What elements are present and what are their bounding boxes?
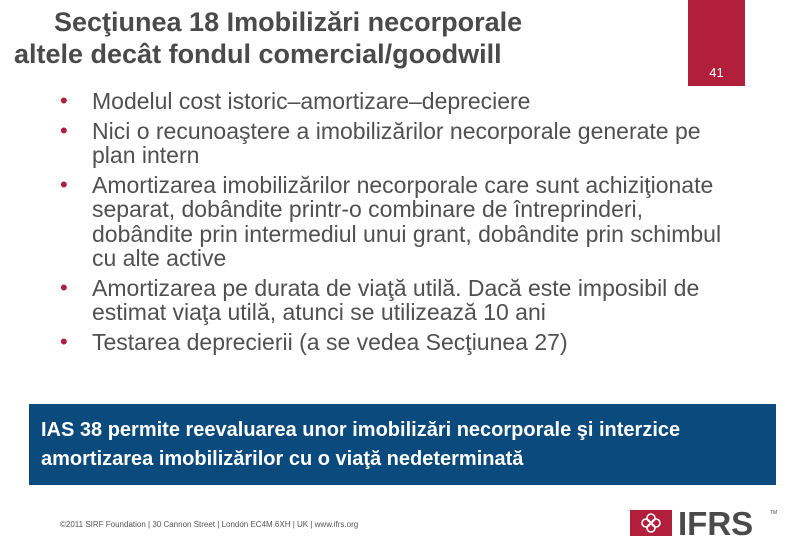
logo-mark-icon	[630, 510, 672, 536]
bullet-item: • Amortizarea imobilizărilor necorporale care sunt achiziţionate separat, dobândite printr-o combinare de întreprinderi, dobândite prin intermediul unui grant, dobândite prin schimbul cu alte active	[60, 173, 750, 271]
callout-text: IAS 38 permite reevaluarea unor imobilizări necorporale şi interzice amortizarea imobilizărilor cu o viaţă nedeterminată	[41, 419, 681, 470]
bullet-item: • Amortizarea pe durata de viaţă utilă. Dacă este imposibil de estimat viaţa utilă, atunci se utilizează 10 ani	[60, 276, 750, 325]
bullet-item: • Testarea deprecierii (a se vedea Secţiunea 27)	[60, 330, 750, 355]
slide-title-line-1: Secţiunea 18 Imobilizări necorporale	[54, 7, 523, 37]
slide-number: 41	[709, 65, 724, 80]
callout-box	[29, 404, 776, 485]
bullet-item: • Modelul cost istoric–amortizare–depreciere	[60, 89, 750, 114]
slide-title	[14, 6, 664, 70]
logo-text: IFRS	[678, 505, 754, 542]
slide-number-badge	[688, 0, 745, 86]
footer-text: ©2011 SIRF Foundation | 30 Cannon Street | London EC4M 6XH | UK | www.ifrs.org	[60, 520, 359, 529]
slide-title-line-2: altele decât fondul comercial/goodwill	[14, 39, 502, 69]
logo-trademark: TM	[770, 510, 778, 516]
ifrs-logo	[630, 505, 778, 542]
bullet-list	[60, 89, 750, 404]
bullet-item: • Nici o recunoaştere a imobilizărilor necorporale generate pe plan intern	[60, 119, 750, 168]
logo-flower-icon	[630, 510, 672, 536]
